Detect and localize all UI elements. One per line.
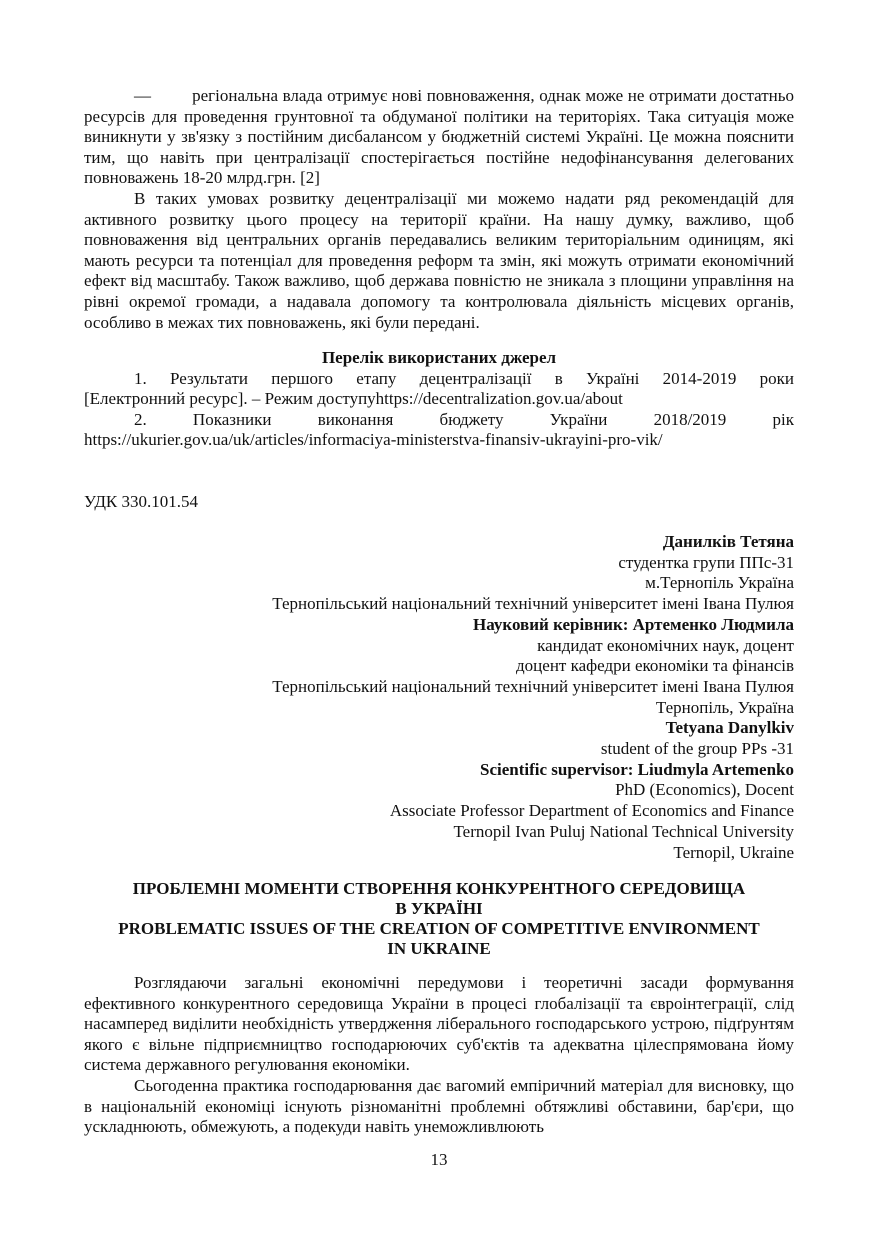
continuation-paragraph-2: В таких умовах розвитку децентралізації ми можемо надати ряд рекомендацій для активного розвитку цього процесу на території країни. На нашу думку, важливо, щоб повноваження від центральних органів передавались великим територіальним одиницям, які мають ресурси та потенціал для проведення реформ та змін, які можуть отримати економічний ефект від масштабу. Також важливо, щоб держава повністю не зникала з площини управління на рівні окремої громади, а надавала допомогу та контролювала діяльність місцевих органів, особливо в межах тих повноважень, які були передані. [84,188,794,332]
title-en-line-2: IN UKRAINE [387,939,491,958]
reference-word: Показники [192,409,272,429]
reference-word: в [554,368,563,388]
reference-word: 2014-2019 [662,368,737,388]
author-name-en: Tetyana Danylkiv [665,718,794,738]
supervisor-university-en: Ternopil Ivan Puluj National Technical University [453,821,794,841]
reference-word: бюджету [439,409,504,429]
article-title [84,879,794,959]
supervisor-position-en: Associate Professor Department of Economics and Finance [389,801,794,821]
supervisor-en: Scientific supervisor: Liudmyla Artemenko [479,759,794,779]
body-paragraph-2: Сьогоденна практика господарювання дає вагомий емпіричний матеріал для висновку, що в національній економіці існують різноманітні проблемні обтяжливі обставини, бар'єри, що ускладнюють, обмежують, а подекуди навіть унеможливлюють [84,1075,794,1137]
reference-2-line-1 [84,410,794,431]
supervisor-city-en: Ternopil, Ukraine [673,842,794,862]
author-university-ua: Тернопільський національний технічний університет імені Івана Пулюя [272,594,794,614]
references-heading: Перелік використаних джерел [321,348,557,367]
continuation-text [84,86,794,333]
supervisor-degree-en: PhD (Economics), Docent [615,780,794,800]
reference-word: 2018/2019 [653,409,727,429]
reference-word: етапу [356,368,397,388]
reference-word: роки [759,368,794,388]
body-paragraph-1: Розглядаючи загальні економічні передумови і теоретичні засади формування ефективного конкурентного середовища України в процесі глобалізації та євроінтеграції, слід насамперед виділити необхідність утвердження ліберального господарського устрою, підґрунтям якого є вільне підприємництво господарюючих суб'єктів та адекватна цілеспрямована йому система державного регулювання економіки. [84,973,794,1075]
author-group-en: student of the group PPs -31 [600,739,794,759]
reference-2-line-2: https://ukurier.gov.ua/uk/articles/informaciya-ministerstva-finansiv-ukrayini-pro-vik/ [84,430,663,450]
references-section [84,348,794,451]
supervisor-position-ua: доцент кафедри економіки та фінансів [516,656,794,676]
reference-word: Україні [586,368,640,388]
page-number: 13 [430,1150,448,1169]
author-info [84,532,794,863]
continuation-paragraph-1: — регіональна влада отримує нові повноваження, однак може не отримати достатньо ресурсів для проведення грунтовної та обдуманої політики на територіях. Така ситуація може виникнути у зв'язку з постійним дисбалансом у бюджетній системі Україні. Це можна пояснити тим, що навіть при централізації спостерігається постійне недофінансування делегованих повноважень 18-20 млрд.грн. [2] [84,86,794,188]
title-en-line-1: PROBLEMATIC ISSUES OF THE CREATION OF COMPETITIVE ENVIRONMENT [118,919,760,938]
reference-word: децентралізації [419,368,532,388]
reference-word: рік [772,409,794,429]
reference-1-line-1 [84,369,794,390]
article-body [84,973,794,1138]
supervisor-ua: Науковий керівник: Артеменко Людмила [473,614,794,634]
reference-word: України [549,409,608,429]
author-group-ua: студентка групи ППс-31 [618,552,794,572]
supervisor-university-ua: Тернопільський національний технічний університет імені Івана Пулюя [272,676,794,696]
author-city-ua: м.Тернопіль Україна [645,573,794,593]
author-name-ua: Данилків Тетяна [662,532,794,551]
reference-word: виконання [317,409,394,429]
reference-1-line-2: [Електронний ресурс]. – Режим доступуhttps://decentralization.gov.ua/about [84,389,623,409]
reference-word: 2. [134,409,147,429]
supervisor-degree-ua: кандидат економічних наук, доцент [537,635,794,655]
title-ua-line-2: В УКРАЇНІ [395,899,483,918]
udk-code: УДК 330.101.54 [84,492,199,511]
reference-word: Результати [170,368,248,388]
title-ua-line-1: ПРОБЛЕМНІ МОМЕНТИ СТВОРЕННЯ КОНКУРЕНТНОГО СЕРЕДОВИЩА [132,879,746,898]
supervisor-city-ua: Тернопіль, Україна [655,697,794,717]
reference-word: 1. [134,368,147,388]
reference-word: першого [271,368,334,388]
